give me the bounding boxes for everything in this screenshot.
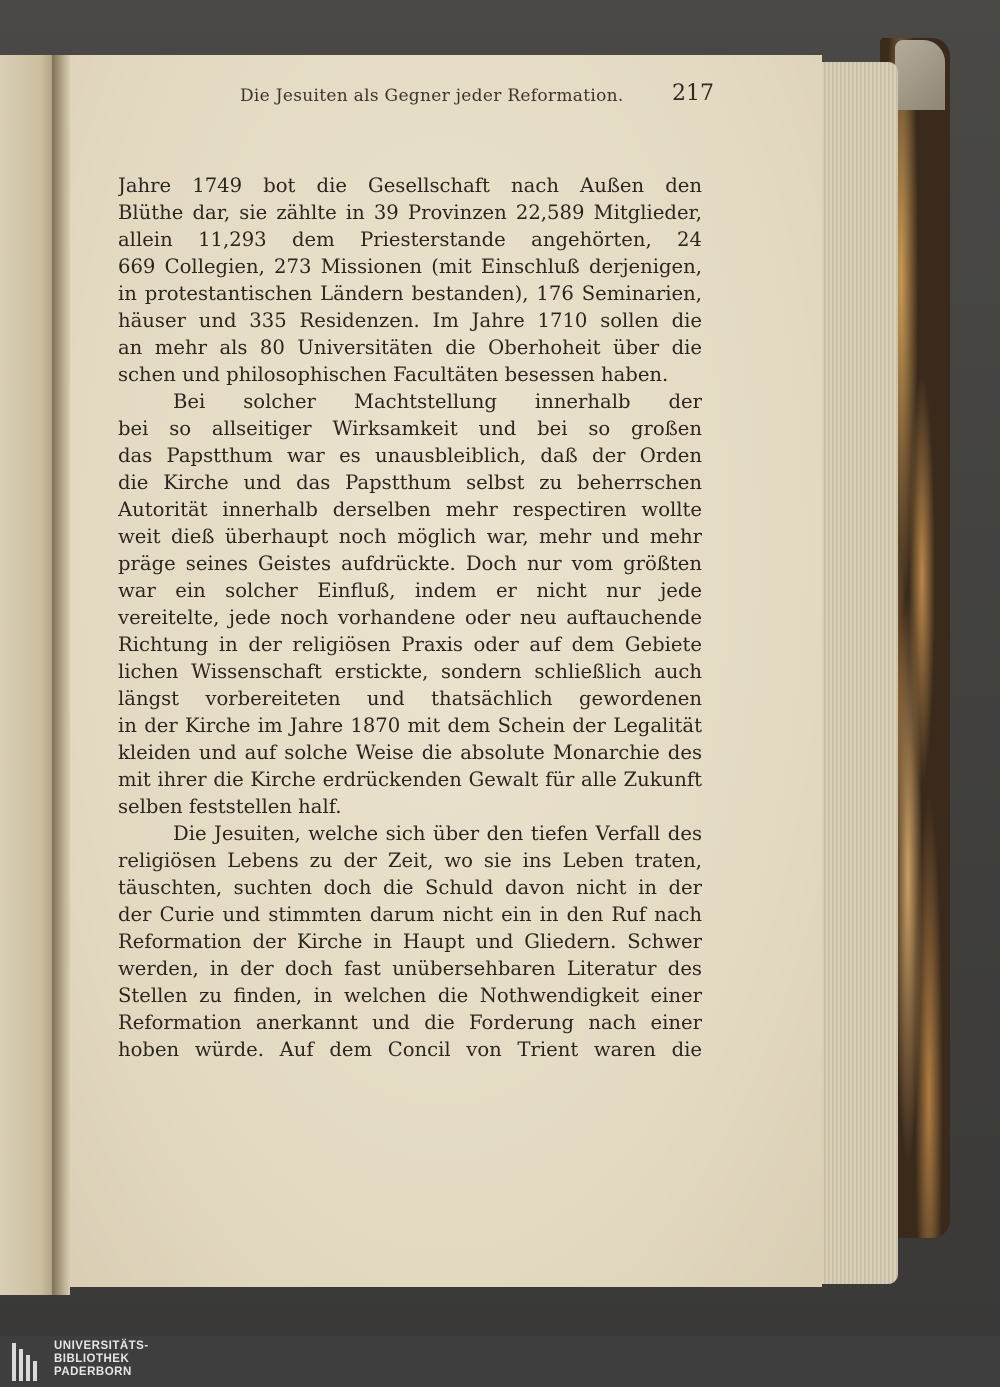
- text-line: präge seines Geistes aufdrückte. Doch nur vom größten: [118, 552, 702, 575]
- logo-line-2: BIBLIOTHEK: [54, 1353, 130, 1365]
- text-line: längst vorbereiteten und thatsächlich gewordenen: [118, 687, 702, 710]
- text-line: Die Jesuiten, welche sich über den tiefen Verfall des: [173, 822, 702, 845]
- page-number: 217: [672, 81, 714, 106]
- text-line: täuschten, suchten doch die Schuld davon nicht in der: [118, 876, 702, 899]
- text-line: das Papstthum war es unausbleiblich, daß der Orden: [118, 444, 702, 467]
- cover-corner: [895, 40, 945, 110]
- text-line: werden, in der doch fast unübersehbaren Literatur des: [118, 957, 702, 980]
- text-line: in protestantischen Ländern bestanden), 176 Seminarien,: [118, 282, 702, 305]
- body-text: [118, 172, 702, 1063]
- running-head: Die Jesuiten als Gegner jeder Reformation.: [240, 86, 624, 106]
- text-line: kleiden und auf solche Weise die absolute Monarchie des: [118, 741, 702, 764]
- logo-line-1: UNIVERSITÄTS-: [54, 1340, 149, 1352]
- text-line: an mehr als 80 Universitäten die Oberhoheit über die: [118, 336, 702, 359]
- library-logo-icon: [12, 1343, 40, 1381]
- text-line: der Curie und stimmten darum nicht ein in den Ruf nach: [118, 903, 702, 926]
- left-page-sliver: [0, 55, 58, 1295]
- text-line: 669 Collegien, 273 Missionen (mit Einschluß derjenigen,: [118, 255, 702, 278]
- text-line: Jahre 1749 bot die Gesellschaft nach Außen den: [118, 174, 702, 197]
- text-line: selben feststellen half.: [118, 795, 342, 818]
- text-line: häuser und 335 Residenzen. Im Jahre 1710 sollen die: [118, 309, 702, 332]
- book-gutter: [52, 55, 70, 1295]
- footer-bar: [0, 1336, 1000, 1387]
- text-line: war ein solcher Einfluß, indem er nicht nur jede: [118, 579, 702, 602]
- text-line: die Kirche und das Papstthum selbst zu beherrschen: [118, 471, 702, 494]
- text-line: religiösen Lebens zu der Zeit, wo sie ins Leben traten,: [118, 849, 702, 872]
- text-line: hoben würde. Auf dem Concil von Trient waren die: [118, 1038, 702, 1061]
- text-line: Autorität innerhalb derselben mehr respectiren wollte: [118, 498, 702, 521]
- text-line: vereitelte, jede noch vorhandene oder neu auftauchende: [118, 606, 702, 629]
- logo-line-3: PADERBORN: [54, 1366, 132, 1378]
- text-line: Bei solcher Machtstellung innerhalb der: [173, 390, 702, 413]
- text-line: Richtung in der religiösen Praxis oder auf dem Gebiete: [118, 633, 702, 656]
- text-line: schen und philosophischen Facultäten besessen haben.: [118, 363, 669, 386]
- text-line: bei so allseitiger Wirksamkeit und bei so großen: [118, 417, 702, 440]
- text-line: Blüthe dar, sie zählte in 39 Provinzen 22,589 Mitglieder,: [118, 201, 702, 224]
- text-line: weit dieß überhaupt noch möglich war, mehr und mehr: [118, 525, 702, 548]
- text-line: lichen Wissenschaft erstickte, sondern schließlich auch: [118, 660, 702, 683]
- text-line: in der Kirche im Jahre 1870 mit dem Schein der Legalität: [118, 714, 702, 737]
- text-line: Stellen zu finden, in welchen die Nothwendigkeit einer: [118, 984, 702, 1007]
- page-block-edges: [818, 62, 898, 1284]
- text-line: mit ihrer die Kirche erdrückenden Gewalt für alle Zukunft: [118, 768, 702, 791]
- text-line: allein 11,293 dem Priesterstande angehörten, 24: [118, 228, 702, 251]
- text-line: Reformation anerkannt und die Forderung nach einer: [118, 1011, 702, 1034]
- text-line: Reformation der Kirche in Haupt und Gliedern. Schwer: [118, 930, 702, 953]
- library-logo-text: [54, 1340, 149, 1379]
